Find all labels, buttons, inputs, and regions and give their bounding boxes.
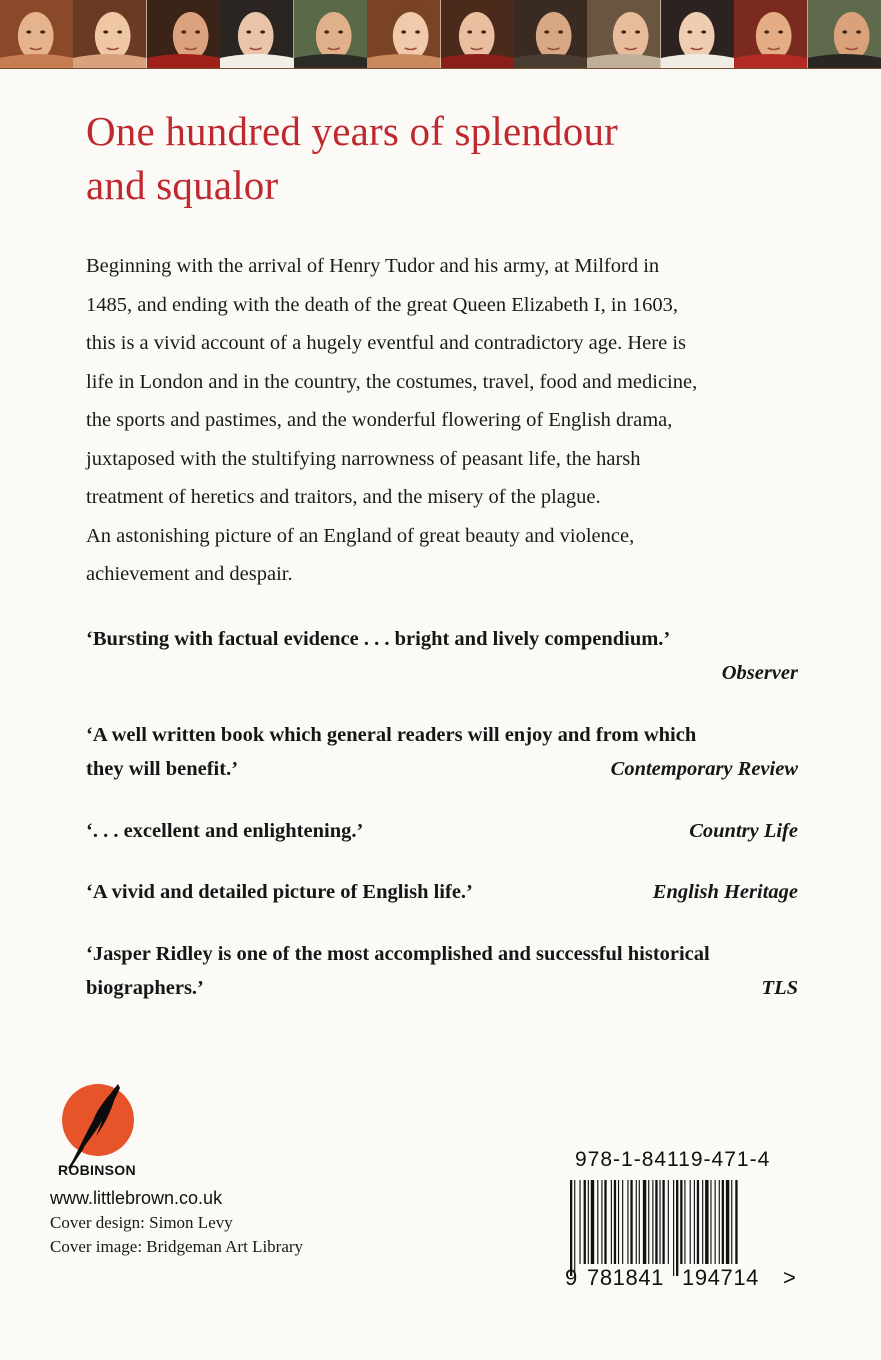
blurb-line: life in London and in the country, the costumes, travel, food and medicine,: [86, 370, 698, 393]
blurb-line: 1485, and ending with the death of the great Queen Elizabeth I, in 1603,: [86, 293, 679, 316]
isbn-number: 978-1-84119-471-4: [575, 1148, 771, 1171]
portrait-tile: [220, 0, 293, 68]
portrait-tile: [441, 0, 514, 68]
portrait-tile: [367, 0, 440, 68]
portrait-tile: [0, 0, 73, 68]
publisher-name: ROBINSON: [58, 1162, 136, 1178]
barcode-arrow: >: [783, 1265, 797, 1290]
portrait-tile: [587, 0, 660, 68]
portrait-tile: [808, 0, 881, 68]
review-quote: ‘Bursting with factual evidence . . . bright and lively compendium.’: [86, 628, 671, 650]
blurb-line: treatment of heretics and traitors, and the misery of the plague.: [86, 486, 601, 508]
review-quote-line-2-row: [86, 752, 798, 786]
barcode-right-group: 194714: [682, 1265, 760, 1290]
barcode-icon: [568, 1180, 784, 1276]
review-quote-line-2: biographers.’: [86, 977, 204, 999]
portrait-tile: [294, 0, 367, 68]
blurb-line: An astonishing picture of an England of great beauty and violence,: [86, 524, 635, 547]
review-source: Observer: [721, 662, 798, 684]
headline-line-1: One hundred years of splendour: [86, 108, 619, 154]
review-quote-line-1: ‘Jasper Ridley is one of the most accomplished and successful historical: [86, 943, 710, 965]
portrait-tile: [514, 0, 587, 68]
portrait-tile: [147, 0, 220, 68]
blurb-line: the sports and pastimes, and the wonderful flowering of English drama,: [86, 409, 673, 431]
review-country-life: [86, 814, 798, 848]
review-quote-line-2: they will benefit.’: [86, 758, 239, 780]
review-english-heritage: [86, 875, 798, 909]
review-source: English Heritage: [652, 881, 798, 903]
review-quote-line-2-row: [86, 971, 798, 1005]
headline-line-2: and squalor: [86, 162, 279, 208]
portrait-tile: [661, 0, 734, 68]
barcode-first-digit: 9: [565, 1265, 578, 1290]
review-quote: ‘. . . excellent and enlightening.’: [86, 820, 364, 842]
review-observer: [86, 622, 798, 690]
review-source: Country Life: [689, 820, 798, 842]
publisher-website[interactable]: www.littlebrown.co.uk: [50, 1188, 223, 1208]
review-source: TLS: [761, 977, 798, 999]
blurb-line: juxtaposed with the stultifying narrowness of peasant life, the harsh: [86, 447, 641, 470]
barcode-left-group: 781841: [587, 1265, 665, 1290]
cover-design-credit: Cover design: Simon Levy: [50, 1213, 233, 1232]
review-source: Contemporary Review: [610, 758, 798, 780]
headline: [86, 104, 806, 212]
review-quote: ‘A vivid and detailed picture of English life.’: [86, 881, 473, 903]
cover-image-credit: Cover image: Bridgeman Art Library: [50, 1237, 304, 1256]
review-tls: [86, 937, 808, 1005]
blurb: [86, 247, 806, 594]
portrait-strip: [0, 0, 881, 69]
blurb-line: Beginning with the arrival of Henry Tudor and his army, at Milford in: [86, 255, 660, 277]
portrait-tile: [73, 0, 146, 68]
portrait-tile: [734, 0, 807, 68]
blurb-line: this is a vivid account of a hugely eventful and contradictory age. Here is: [86, 332, 686, 354]
review-contemporary-review: [86, 718, 798, 786]
review-quote-line-1: ‘A well written book which general readers will enjoy and from which: [86, 724, 697, 746]
blurb-line: achievement and despair.: [86, 563, 293, 585]
